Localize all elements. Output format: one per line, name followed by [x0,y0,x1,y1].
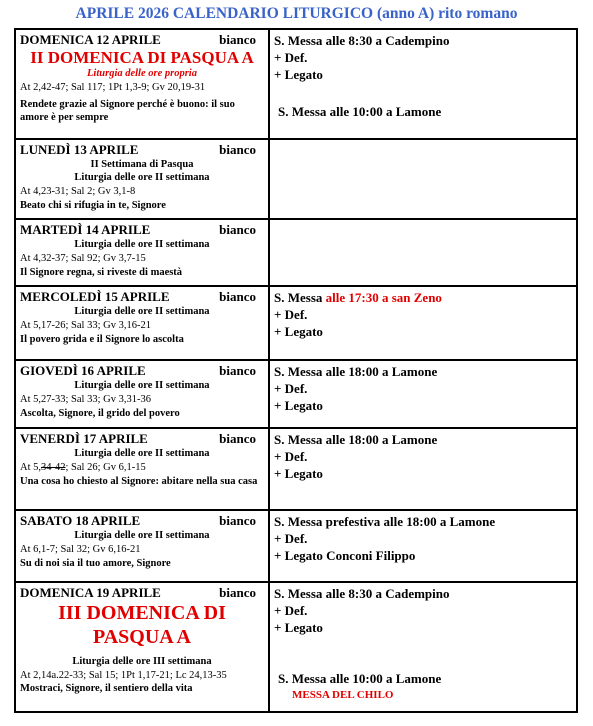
liturgy-hours: Liturgia delle ore II settimana [74,448,210,459]
mass-line: + Legato Conconi Filippo [274,548,416,563]
mass-line: + Def. [274,603,308,618]
psalm-response: Il Signore regna, si riveste di maestà [20,267,183,278]
liturgical-color: bianco [219,431,256,446]
mass-line: + Legato [274,398,323,413]
day-label: DOMENICA 19 APRILE [20,585,161,600]
mass-line: S. Messa alle 10:00 a Lamone [278,104,442,119]
feast-title: II DOMENICA DI PASQUA A [30,48,254,67]
liturgical-calendar-table [14,28,578,713]
liturgical-color: bianco [219,513,256,528]
mass-cell [269,139,577,219]
mass-line [274,289,572,306]
day-label: VENERDÌ 17 APRILE [20,431,148,446]
readings: At 4,32-37; Sal 92; Gv 3,7-15 [20,253,146,264]
mass-line: + Def. [274,50,308,65]
mass-cell [269,219,577,286]
liturgy-hours: Liturgia delle ore II settimana [74,239,210,250]
readings: At 5,17-26; Sal 33; Gv 3,16-21 [20,320,151,331]
day-label: MERCOLEDÌ 15 APRILE [20,289,170,304]
psalm-response: Una cosa ho chiesto al Signore: abitare nella sua casa [20,476,258,487]
mass-cell [269,29,577,139]
day-cell [15,219,269,286]
day-cell [15,428,269,510]
mass-line: + Def. [274,449,308,464]
liturgy-hours: Liturgia delle ore II settimana [74,172,210,183]
mass-cell [269,510,577,582]
mass-label: S. Messa [274,290,323,305]
liturgy-hours: Liturgia delle ore II settimana [74,380,210,391]
mass-line: S. Messa prefestiva alle 18:00 a Lamone [274,514,496,529]
mass-cell [269,428,577,510]
day-cell [15,360,269,428]
readings: At 2,42-47; Sal 117; 1Pt 1,3-9; Gv 20,19-31 [20,82,206,93]
mass-line: + Legato [274,67,323,82]
feast-title: III DOMENICA DI [58,602,226,624]
day-label: DOMENICA 12 APRILE [20,32,161,47]
day-label: LUNEDÌ 13 APRILE [20,142,139,157]
mass-line: + Def. [274,531,308,546]
mass-line: + Def. [274,381,308,396]
readings: At 2,14a.22-33; Sal 15; 1Pt 1,17-21; Lc 24,13-35 [20,670,227,681]
day-cell [15,29,269,139]
liturgical-color: bianco [219,289,256,304]
table-row [15,582,577,712]
table-row [15,360,577,428]
day-label: GIOVEDÌ 16 APRILE [20,363,146,378]
liturgy-hours: Liturgia delle ore III settimana [72,656,212,667]
table-row [15,286,577,360]
mass-line: S. Messa alle 8:30 a Cadempino [274,33,450,48]
struck-reading: 34-42 [41,462,66,473]
mass-line: S. Messa alle 10:00 a Lamone [278,671,442,686]
liturgical-color: bianco [219,363,256,378]
mass-cell [269,360,577,428]
table-row [15,428,577,510]
day-label: MARTEDÌ 14 APRILE [20,222,151,237]
liturgical-color: bianco [219,142,256,157]
readings: At 6,1-7; Sal 32; Gv 6,16-21 [20,544,141,555]
mass-cell [269,582,577,712]
table-row [15,510,577,582]
psalm-response: Su di noi sia il tuo amore, Signore [20,558,171,569]
mass-line: + Legato [274,466,323,481]
readings: At 5,27-33; Sal 33; Gv 3,31-36 [20,394,151,405]
special-note: MESSA DEL CHILO [292,689,394,701]
day-label: SABATO 18 APRILE [20,513,141,528]
table-row [15,219,577,286]
mass-line: S. Messa alle 18:00 a Lamone [274,432,438,447]
day-cell [15,139,269,219]
mass-line: + Def. [274,307,308,322]
readings: At 5,34-42; Sal 26; Gv 6,1-15 [20,462,146,473]
psalm-response: Beato chi si rifugia in te, Signore [20,200,166,211]
table-row [15,139,577,219]
mass-line: S. Messa alle 8:30 a Cadempino [274,586,450,601]
mass-time-place: alle 17:30 a san Zeno [322,290,442,305]
mass-line: + Legato [274,324,323,339]
liturgy-hours: Liturgia delle ore propria [87,68,197,79]
page-title: APRILE 2026 CALENDARIO LITURGICO (anno A) rito romano [75,5,518,22]
liturgical-color: bianco [219,585,256,600]
mass-line: S. Messa alle 18:00 a Lamone [274,364,438,379]
liturgy-hours: Liturgia delle ore II settimana [74,306,210,317]
mass-line: + Legato [274,620,323,635]
day-cell [15,286,269,360]
day-cell [15,510,269,582]
week-label: II Settimana di Pasqua [90,159,194,170]
psalm-response: Il povero grida e il Signore lo ascolta [20,334,184,345]
psalm-response: Ascolta, Signore, il grido del povero [20,408,180,419]
psalm-response: Mostraci, Signore, il sentiero della vita [20,683,193,694]
psalm-response: Rendete grazie al Signore perché è buono: il suo amore è per sempre [20,99,235,123]
liturgical-color: bianco [219,32,256,47]
liturgical-color: bianco [219,222,256,237]
mass-cell [269,286,577,360]
feast-title: PASQUA A [93,626,191,648]
table-row [15,29,577,139]
readings: At 4,23-31; Sal 2; Gv 3,1-8 [20,186,136,197]
liturgy-hours: Liturgia delle ore II settimana [74,530,210,541]
day-cell [15,582,269,712]
